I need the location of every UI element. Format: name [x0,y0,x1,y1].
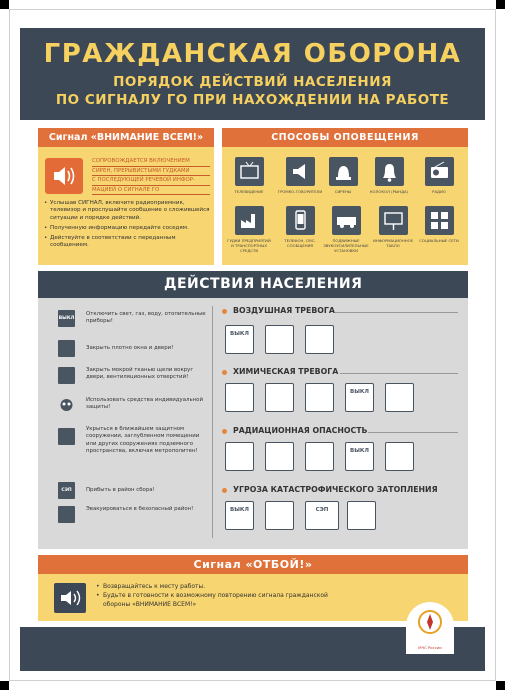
list-item: • Возвращайтесь к месту работы. [96,583,336,591]
subtitle-line-2: ПО СИГНАЛУ ГО ПРИ НАХОЖДЕНИИ НА РАБОТЕ [55,92,450,108]
signal-description-line: СОПРОВОЖДАЕТСЯ ВКЛЮЧЕНИЕМ [92,157,210,167]
phone-icon [286,206,315,235]
crop-mark [0,681,9,690]
divider [212,306,213,538]
assembly-point-icon: СЭП [305,501,339,530]
action-text: Прибыть в район сбора! [86,487,155,493]
power-off-icon: ВЫКЛ [225,501,254,530]
assembly-point-icon: СЭП [58,482,75,499]
power-off-icon: ВЫКЛ [225,325,254,354]
siren-icon [329,157,358,186]
social-icon [425,206,454,235]
gas-mask-icon [225,383,254,412]
divider [340,373,458,374]
radio-icon [425,157,454,186]
van-icon [332,206,361,235]
section-title-air-raid [222,306,335,315]
method-label: СОЦИАЛЬНЫЕ СЕТИ [419,238,459,243]
signal-description-line: МАЦИЕЙ О СИГНАЛЕ ГО [92,186,210,196]
power-off-icon: ВЫКЛ [58,310,75,327]
section-title-chemical [222,367,338,376]
section-title-radiation [222,426,368,435]
power-off-icon: ВЫКЛ [345,383,374,412]
crop-mark [496,0,505,9]
method-label: ИНФОРМАЦИОННОЕ ТАБЛО [373,238,413,248]
evacuation-icon [58,506,75,523]
page-title: ГРАЖДАНСКАЯ ОБОРОНА [43,39,462,69]
door-seal-icon [305,442,334,471]
action-text: Закрыть мокрой тканью щели вокруг двери, вентиляционных отверстий! [86,367,194,381]
divider [368,432,458,433]
signal-description-line: С ПОСЛЕДУЮЩЕЙ РЕЧЕВОЙ ИНФОР- [92,176,210,186]
method-label: ПОДВИЖНЫЕ ЗВУКОУСИЛИТЕЛЬНЫЕ УСТАНОВКИ [323,238,369,253]
method-label: ГРОМКО-ГОВОРИТЕЛИ [277,189,323,194]
actions-title: ДЕЙСТВИЯ НАСЕЛЕНИЯ [38,271,468,298]
otboi-instructions [96,583,336,610]
otboi-title: Сигнал «ОТБОЙ!» [38,555,468,574]
section-title-text: ХИМИЧЕСКАЯ ТРЕВОГА [233,367,339,376]
section-title-flood [222,485,438,494]
window-icon [58,340,75,357]
action-text: Отключить свет, газ, воду, отопительные приборы! [86,311,206,325]
section-title-text: ВОЗДУШНАЯ ТРЕВОГА [233,306,335,315]
window-icon [265,501,294,530]
window-icon [265,325,294,354]
shelter-icon [58,428,75,445]
gas-mask-icon [58,397,75,414]
speaker-icon [45,158,83,194]
action-text: Укрыться в ближайшем защитном сооружении, заглубленном помещении или других сооружениях подземного пространства, включая метрополитен! [86,426,200,454]
board-icon [379,206,408,235]
poster-header [20,28,485,120]
evacuation-icon [347,501,376,530]
method-label: РАДИО [432,189,446,194]
door-seal-icon [305,383,334,412]
section-title-text: РАДИАЦИОННАЯ ОПАСНОСТЬ [233,426,368,435]
loudspeaker-icon [286,157,315,186]
shelter-icon [385,442,414,471]
crop-mark [0,0,9,9]
divider [335,312,458,313]
subtitle-line-1: ПОРЯДОК ДЕЙСТВИЙ НАСЕЛЕНИЯ [113,74,392,90]
signal-title: Сигнал «ВНИМАНИЕ ВСЕМ!» [38,128,214,147]
window-icon [265,442,294,471]
window-icon [265,383,294,412]
section-title-text: УГРОЗА КАТАСТРОФИЧЕСКОГО ЗАТОПЛЕНИЯ [233,485,438,494]
factory-icon [235,206,264,235]
list-item: • Будьте в готовности к возможному повторению сигнала гражданской обороны «ВНИМАНИЕ ВСЕМ!» [96,592,336,609]
method-label: КОЛОКОЛ (РЫНДА) [369,189,409,194]
method-label: СИРЕНЫ [334,189,352,194]
power-off-icon: ВЫКЛ [345,442,374,471]
crop-mark [496,681,505,690]
emblem-caption: МЧС России [418,645,442,650]
shelter-icon [385,383,414,412]
door-seal-icon [58,367,75,384]
action-text: Закрыть плотно окна и двери! [86,345,174,351]
gas-mask-icon [225,442,254,471]
methods-title: СПОСОБЫ ОПОВЕЩЕНИЯ [222,128,468,147]
list-item: • Полученную информацию передайте соседям. [44,225,210,232]
method-label: ГУДКИ ПРЕДПРИЯТИЙ И ТРАНСПОРТНЫХ СРЕДСТВ [227,238,271,253]
method-label: ТЕЛЕФОН, СМС-СООБЩЕНИЯ [284,238,316,248]
bell-icon [375,157,404,186]
signal-description-line: СИРЕН, ПРЕРЫВИСТЫМИ ГУДКАМИ [92,167,210,177]
signal-instructions [44,200,210,252]
list-item: • Услышав СИГНАЛ, включите радиоприемник, телевизор и прослушайте сообщение о сложившейся ситуации и порядке действий. [44,200,210,222]
action-text: Использовать средства индивидуальной защиты! [86,397,203,411]
signal-description [92,157,210,195]
shelter-icon [305,325,334,354]
action-text: Эвакуироваться в безопасный район! [86,506,194,512]
list-item: • Действуйте в соответствии с переданным сообщением. [44,235,210,250]
tv-icon [235,157,264,186]
speaker-icon [54,583,86,613]
method-label: ТЕЛЕВИДЕНИЕ [234,189,264,194]
